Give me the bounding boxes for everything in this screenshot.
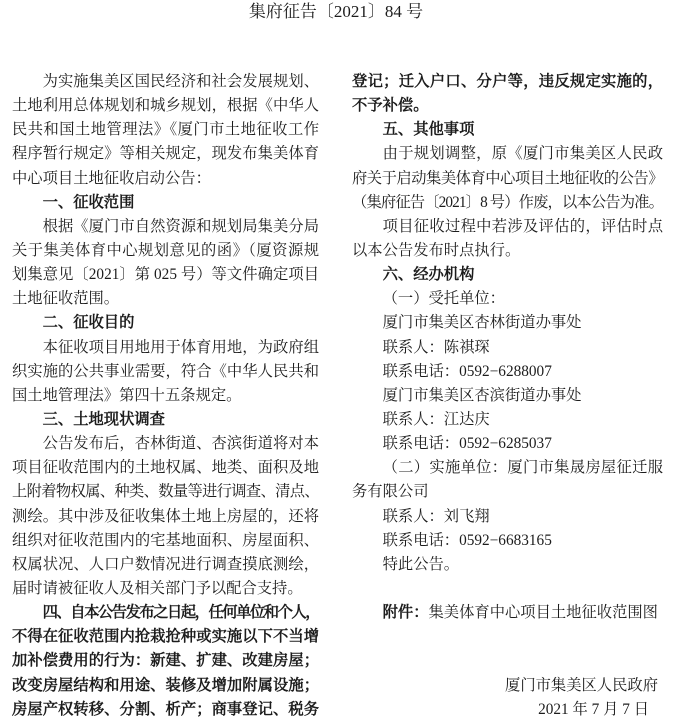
signature-block	[352, 674, 663, 722]
section-line: 上附着物权属、种类、数量等进行调查、清点、	[12, 483, 319, 501]
section-survey	[12, 408, 319, 601]
section-heading: 五、其他事项	[382, 121, 475, 139]
section-heading: 六、经办机构	[382, 266, 475, 284]
preamble-line: 为实施集美区国民经济和社会发展规划、	[42, 73, 319, 90]
section-line: 测绘。其中涉及征收集体土地上房屋的，还将	[12, 507, 319, 525]
contact-phone: 联系电话：0592−6683165	[382, 531, 552, 549]
section-line: （集府征告〔2021〕8 号）作废，以本公告为准。	[352, 193, 663, 211]
section-line: 公告发布后，杏林街道、杏滨街道将对本	[42, 435, 319, 453]
preamble	[12, 70, 319, 191]
section-line: 届时请被征收人及相关部门予以配合支持。	[12, 579, 303, 597]
section-heading: 一、征收范围	[42, 193, 135, 211]
preamble-line: 中心项目土地征收启动公告：	[12, 169, 211, 187]
issuer: 厦门市集美区人民政府	[505, 676, 658, 694]
closing-remark: 特此公告。	[382, 555, 460, 573]
section-line: 房屋产权转移、分割、析产；商事登记、税务	[12, 700, 319, 718]
issue-date: 2021 年 7 月 7 日	[538, 700, 649, 718]
section-line: 本征收项目用地用于体育用地，为政府组	[42, 338, 319, 356]
section-scope	[12, 191, 319, 312]
section-heading: 二、征收目的	[42, 314, 135, 332]
attachment-name: 集美体育中心项目土地征收范围图	[428, 604, 658, 622]
document-number: 集府征告〔2021〕84 号	[248, 2, 424, 21]
section-line: 由于规划调整，原《厦门市集美区人民政	[382, 145, 663, 163]
contact-phone: 联系电话：0592−6288007	[382, 362, 552, 380]
section-line: 以本公告发布时点执行。	[352, 241, 521, 259]
entrusted-unit	[352, 311, 663, 383]
section-heading: 三、土地现状调查	[42, 410, 165, 428]
unit-name: （二）实施单位：厦门市集晟房屋征迁服	[382, 459, 663, 477]
contact-person: 联系人：陈祺琛	[382, 338, 490, 356]
unit-name: 厦门市集美区杏林街道办事处	[382, 314, 582, 332]
section-line: 组织对征收范围内的宅基地面积、房屋面积、	[12, 531, 319, 549]
unit-name: 务有限公司	[352, 483, 429, 501]
implementing-unit	[352, 456, 663, 553]
section-line: 登记；迁入户口、分户等，违反规定实施的，	[352, 73, 663, 90]
section-other-matters	[352, 118, 663, 263]
entrusted-unit	[352, 384, 663, 456]
section-line: 项目征收过程中若涉及评估的，评估时点	[382, 217, 663, 235]
section-line: 划集意见〔2021〕第 025 号）等文件确定项目	[12, 266, 319, 284]
section-line: 项目征收范围内的土地权属、地类、面积及地	[12, 459, 319, 477]
section-line: 关于集美体育中心规划意见的函》（厦资源规	[12, 241, 319, 259]
section-line: 织实施的公共事业需要，符合《中华人民共和	[12, 362, 319, 380]
section-line: 根据《厦门市自然资源和规划局集美分局	[42, 217, 319, 235]
section-line: 改变房屋结构和用途、装修及增加附属设施；	[12, 676, 319, 694]
spacer	[352, 625, 663, 649]
contact-person: 联系人：刘飞翔	[382, 507, 490, 525]
preamble-line: 土地利用总体规划和城乡规划，根据《中华人	[12, 97, 319, 115]
contact-phone: 联系电话：0592−6285037	[382, 435, 552, 453]
section-line: 权属状况、人口户数情况进行调查摸底测绘，	[12, 555, 319, 573]
entrusted-unit-label: （一）受托单位：	[382, 290, 505, 308]
section-purpose	[12, 311, 319, 408]
contact-person: 联系人：江达庆	[382, 410, 490, 428]
section-line: 加补偿费用的行为：新建、扩建、改建房屋；	[12, 652, 319, 670]
spacer	[352, 577, 663, 601]
section-line: 土地征收范围。	[12, 290, 120, 308]
unit-name: 厦门市集美区杏滨街道办事处	[382, 386, 582, 404]
section-prohibitions	[12, 601, 319, 722]
section-line: 四、自本公告发布之日起，任何单位和个人，	[42, 604, 319, 622]
preamble-line: 程序暂行规定》等相关规定，现发布集美体育	[12, 145, 319, 163]
paragraph	[352, 142, 663, 214]
section-line: 府关于启动集美体育中心项目土地征收的公告》	[352, 169, 663, 187]
section-prohibitions-continued	[352, 70, 663, 118]
section-line: 国土地管理法》第四十五条规定。	[12, 386, 242, 404]
preamble-line: 民共和国土地管理法》《厦门市土地征收工作	[12, 121, 319, 139]
section-handling-agencies	[352, 263, 663, 577]
spacer	[352, 649, 663, 673]
attachment	[352, 601, 663, 625]
section-line: 不得在征收范围内抢栽抢种或实施以下不当增	[12, 628, 319, 646]
left-column	[12, 70, 319, 722]
right-column	[352, 70, 663, 722]
paragraph	[352, 215, 663, 263]
section-line: 不予补偿。	[352, 97, 429, 115]
attachment-label: 附件：	[382, 604, 429, 622]
